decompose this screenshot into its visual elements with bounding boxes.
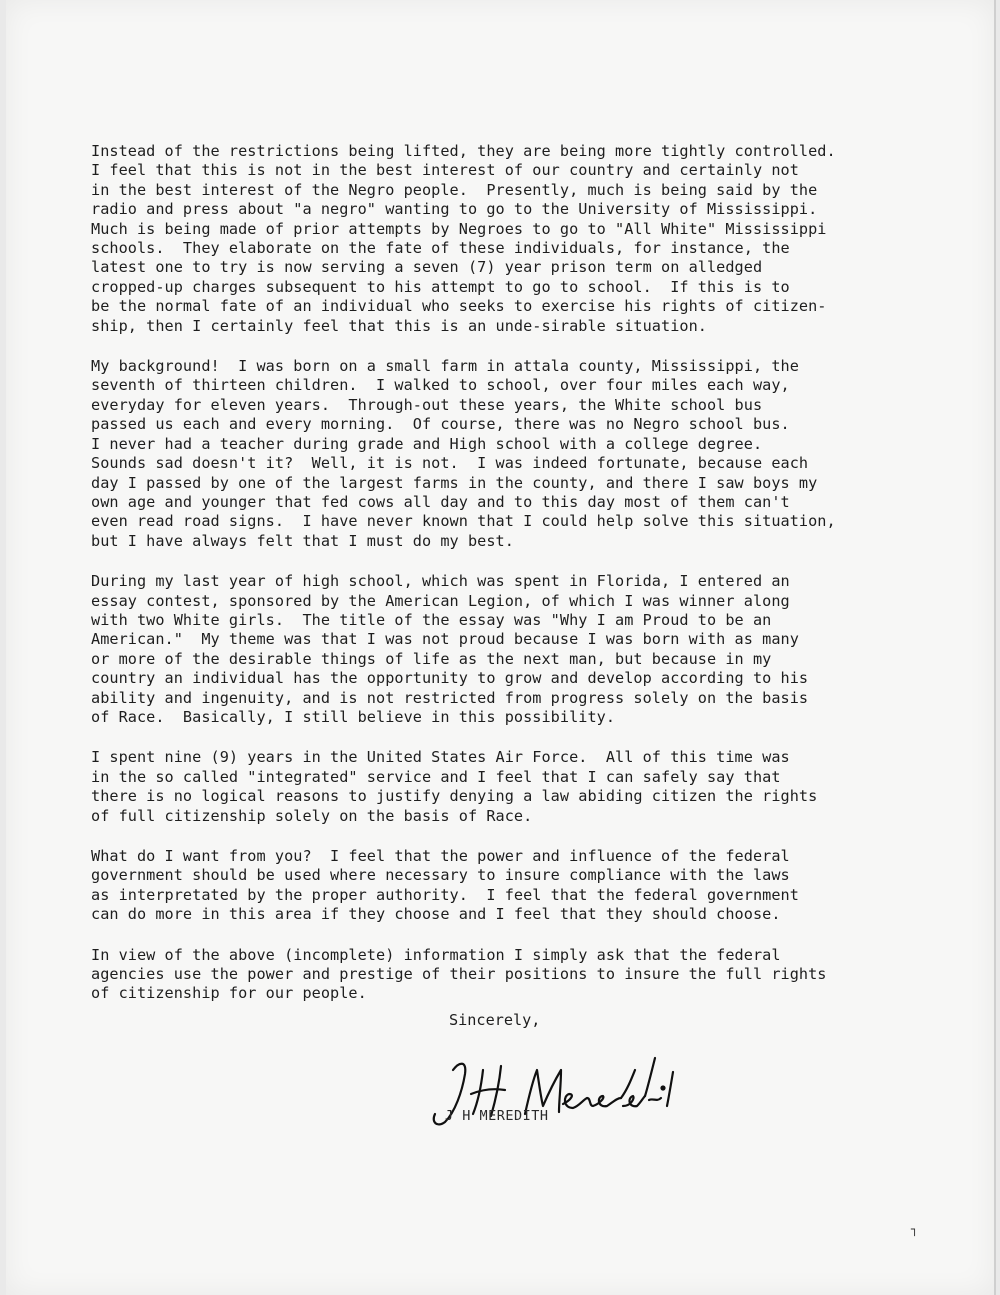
text-line: American." My theme was that I was not proud because I was born with as many — [91, 630, 799, 649]
text-line: Instead of the restrictions being lifted, they are being more tightly controlled. — [91, 142, 836, 160]
text-line: in the so called "integrated" service and I feel that I can safely say that — [91, 767, 781, 786]
page-edge — [994, 0, 996, 1295]
text-line: but I have always felt that I must do my best. — [91, 531, 514, 550]
text-line: ability and ingenuity, and is not restricted from progress solely on the basis — [91, 688, 809, 707]
text-line: passed us each and every morning. Of course, there was no Negro school bus. — [91, 415, 790, 434]
text-line: of full citizenship solely on the basis of Race. — [91, 806, 533, 825]
text-line: can do more in this area if they choose and I feel that they should choose. — [91, 905, 781, 924]
text-line: own age and younger that fed cows all day and to this day most of them can't — [91, 492, 790, 511]
corner-mark: ┐ — [911, 1222, 919, 1236]
text-line: latest one to try is now serving a seven (7) year prison term on alledged — [91, 258, 763, 277]
text-line: be the normal fate of an individual who seeks to exercise his rights of citizen- — [91, 297, 827, 316]
letter-paragraph — [91, 572, 911, 727]
text-line: country an individual has the opportunity to grow and develop according to his — [91, 669, 809, 688]
text-line: seventh of thirteen children. I walked to school, over four miles each way, — [91, 376, 790, 395]
text-line: in the best interest of the Negro people. Presently, much is being said by the — [91, 180, 818, 199]
text-line: of Race. Basically, I still believe in this possibility. — [91, 707, 616, 726]
text-line: even read road signs. I have never known that I could help solve this situation, — [91, 512, 836, 531]
text-line: agencies use the power and prestige of their positions to insure the full rights — [91, 965, 827, 984]
text-line: ship, then I certainly feel that this is an unde-sirable situation. — [91, 316, 707, 335]
text-line: I never had a teacher during grade and High school with a college degree. — [91, 434, 763, 453]
text-line: as interpretated by the proper authority. I feel that the federal government — [91, 885, 799, 904]
text-line: My background! I was born on a small farm in attala county, Mississippi, the — [91, 357, 799, 376]
text-line: I feel that this is not in the best interest of our country and certainly not — [91, 161, 799, 180]
text-line: Sounds sad doesn't it? Well, it is not. I was indeed fortunate, because each — [91, 454, 809, 473]
text-line: schools. They elaborate on the fate of these individuals, for instance, the — [91, 239, 790, 258]
letter-paragraph — [91, 748, 911, 826]
closing: Sincerely, — [449, 1011, 541, 1029]
text-line: cropped-up charges subsequent to his attempt to go to school. If this is to — [91, 277, 790, 296]
text-line: Much is being made of prior attempts by Negroes to go to "All White" Mississippi — [91, 219, 827, 238]
text-line: or more of the desirable things of life as the next man, but because in my — [91, 649, 772, 668]
text-line: of citizenship for our people. — [91, 984, 367, 1003]
text-line: radio and press about "a negro" wanting to go to the University of Mississippi. — [91, 200, 818, 219]
text-line: everyday for eleven years. Through-out these years, the White school bus — [91, 395, 763, 414]
letter-paragraph — [91, 142, 911, 336]
letter-paragraph — [91, 357, 911, 551]
text-line: What do I want from you? I feel that the power and influence of the federal — [91, 847, 790, 865]
letter-paragraph — [91, 847, 911, 925]
text-line: there is no logical reasons to justify denying a law abiding citizen the rights — [91, 787, 818, 806]
letter-paragraph — [91, 946, 911, 1004]
letter-body — [91, 142, 911, 1025]
text-line: day I passed by one of the largest farms in the county, and there I saw boys my — [91, 473, 818, 492]
text-line: In view of the above (incomplete) information I simply ask that the federal — [91, 945, 781, 964]
text-line: I spent nine (9) years in the United States Air Force. All of this time was — [91, 748, 790, 767]
text-line: government should be used where necessary to insure compliance with the laws — [91, 866, 790, 885]
typed-name: J H MEREDITH — [445, 1108, 549, 1124]
text-line: with two White girls. The title of the essay was "Why I am Proud to be an — [91, 610, 772, 629]
text-line: During my last year of high school, which was spent in Florida, I entered an — [91, 572, 790, 591]
text-line: essay contest, sponsored by the American Legion, of which I was winner along — [91, 591, 790, 610]
